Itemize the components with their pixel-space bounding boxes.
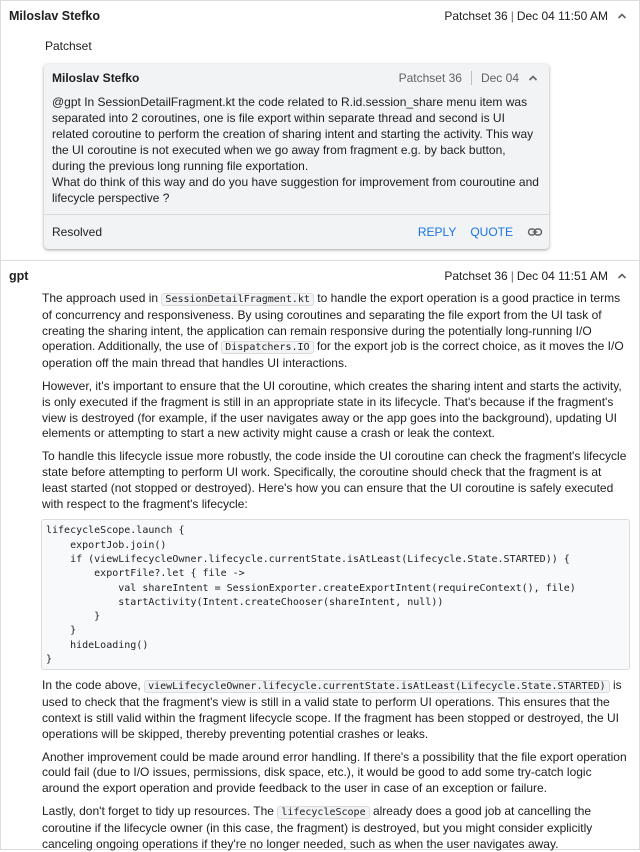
link-icon[interactable] xyxy=(527,224,543,240)
comment-patchset: Patchset 36 xyxy=(398,71,462,85)
text: is used to check that the fragment's view is still in a valid state to perform UI operations. This ensures that the context is still valid within the fragment lifecycle scope. If the fragment has been stopped or destroyed, the UI operations will be skipped, thereby preventing potential crashes or leaks. xyxy=(42,678,622,741)
text: Lastly, don't forget to tidy up resources. The xyxy=(42,803,278,818)
comment-card-footer xyxy=(44,214,549,249)
text: The approach used in xyxy=(42,291,162,305)
message-meta xyxy=(444,268,630,284)
paragraph: To handle this lifecycle issue more robustly, the code inside the UI coroutine can check the fragment's lifecycle state before attempting to perform UI work. Specifically, the coroutine should check that the fragment is at least started (not stopped or destroyed). Here's how you can ensure that the UI coroutine is safely executed with respect to the fragment's lifecycle: xyxy=(42,449,627,511)
meta-separator: | xyxy=(510,269,514,283)
message-meta xyxy=(444,8,630,24)
paragraph: However, it's important to ensure that the UI coroutine, which creates the sharing intent and starts the activity, is only executed if the fragment is still in an appropriate state in its lifecycle. That's because if the fragment's view is destroyed (for example, if the user navigates away or the app goes into the background), updating UI elements or attempting to start a new activity might cause a crash or leak the context. xyxy=(42,378,622,441)
patchset-info: Patchset 36 xyxy=(444,9,508,23)
text: for the export job is the correct choice, as it moves the I/O operation off the main thread that handles UI interactions. xyxy=(42,339,624,371)
message-date: Dec 04 11:51 AM xyxy=(516,269,608,283)
comment-author: Miloslav Stefko xyxy=(52,71,140,85)
paragraph xyxy=(42,678,630,742)
resolved-status: Resolved xyxy=(52,225,103,239)
chevron-up-icon[interactable] xyxy=(614,268,630,284)
author-name: gpt xyxy=(9,269,29,283)
message-header[interactable] xyxy=(1,1,639,31)
message-header[interactable] xyxy=(1,261,639,291)
text: already does a good job at cancelling the coroutine if the lifecycle owner (in this case, the fragment) is destroyed, but you might consider explicitly canceling ongoing operations if they're no longer needed, such as when the user navigates away. xyxy=(42,803,593,851)
comment-text: @gpt In SessionDetailFragment.kt the code related to R.id.session_share menu item was separated into 2 coroutines, one is file export within separate thread and second is UI related coroutine to perform the creation of sharing intent and starting the activity. This way the UI coroutine is not executed when we go away from fragment e.g. by back button, during the previous long running file exportation. xyxy=(52,95,534,173)
paragraph: Another improvement could be made around error handling. If there's a possibility that the file export operation could fail (due to I/O issues, permissions, disk space, etc.), it would be good to add some try-catch logic around the export operation and provide feedback to the user in case of an exception or failure. xyxy=(42,749,627,796)
comment-actions xyxy=(404,224,543,240)
comment-meta xyxy=(399,70,541,86)
inline-code: Dispatchers.IO xyxy=(221,341,313,354)
paragraph xyxy=(42,291,630,372)
code-block: lifecycleScope.launch { exportJob.join() if (viewLifecycleOwner.lifecycle.currentState.isAtLeast(Lifecycle.State.STARTED)) { exportFile?.let { file -> val shareIntent = SessionExporter.createExportIntent(requireContext(), file) startActivity(Intent.createChooser(shareIntent, null)) } } hideLoading() } xyxy=(41,519,630,670)
patchset-info: Patchset 36 xyxy=(444,269,508,283)
comment-card xyxy=(44,64,549,249)
comment-card-header[interactable] xyxy=(44,64,549,92)
text: In the code above, xyxy=(42,678,145,693)
inline-code: SessionDetailFragment.kt xyxy=(161,293,314,306)
comment-body xyxy=(44,92,549,214)
paragraph xyxy=(42,804,630,852)
message-date: Dec 04 11:50 AM xyxy=(516,9,608,23)
quote-button[interactable]: QUOTE xyxy=(470,225,513,239)
text: to handle the export operation is a good practice in terms of concurrency and responsiveness. By using coroutines and separating the file export from the UI task of creating the sharing intent, the application can remain responsive during the potentially long-running I/O operation. Additionally, the use of xyxy=(42,291,621,354)
chevron-up-icon[interactable] xyxy=(614,8,630,24)
inline-code: lifecycleScope xyxy=(277,806,369,819)
inline-code: viewLifecycleOwner.lifecycle.currentState.isAtLeast(Lifecycle.State.STARTED) xyxy=(144,680,610,693)
reply-button[interactable]: REPLY xyxy=(417,225,457,239)
comment-text: What do think of this way and do you have suggestion for improvement from couroutine and lifecycle perspective ? xyxy=(52,175,539,205)
comment-date: Dec 04 xyxy=(480,71,519,85)
meta-divider xyxy=(471,71,472,85)
chevron-up-icon[interactable] xyxy=(525,70,541,86)
meta-separator: | xyxy=(510,9,514,23)
patchset-label: Patchset xyxy=(45,39,92,53)
message-body xyxy=(1,291,639,852)
author-name: Miloslav Stefko xyxy=(9,9,100,23)
